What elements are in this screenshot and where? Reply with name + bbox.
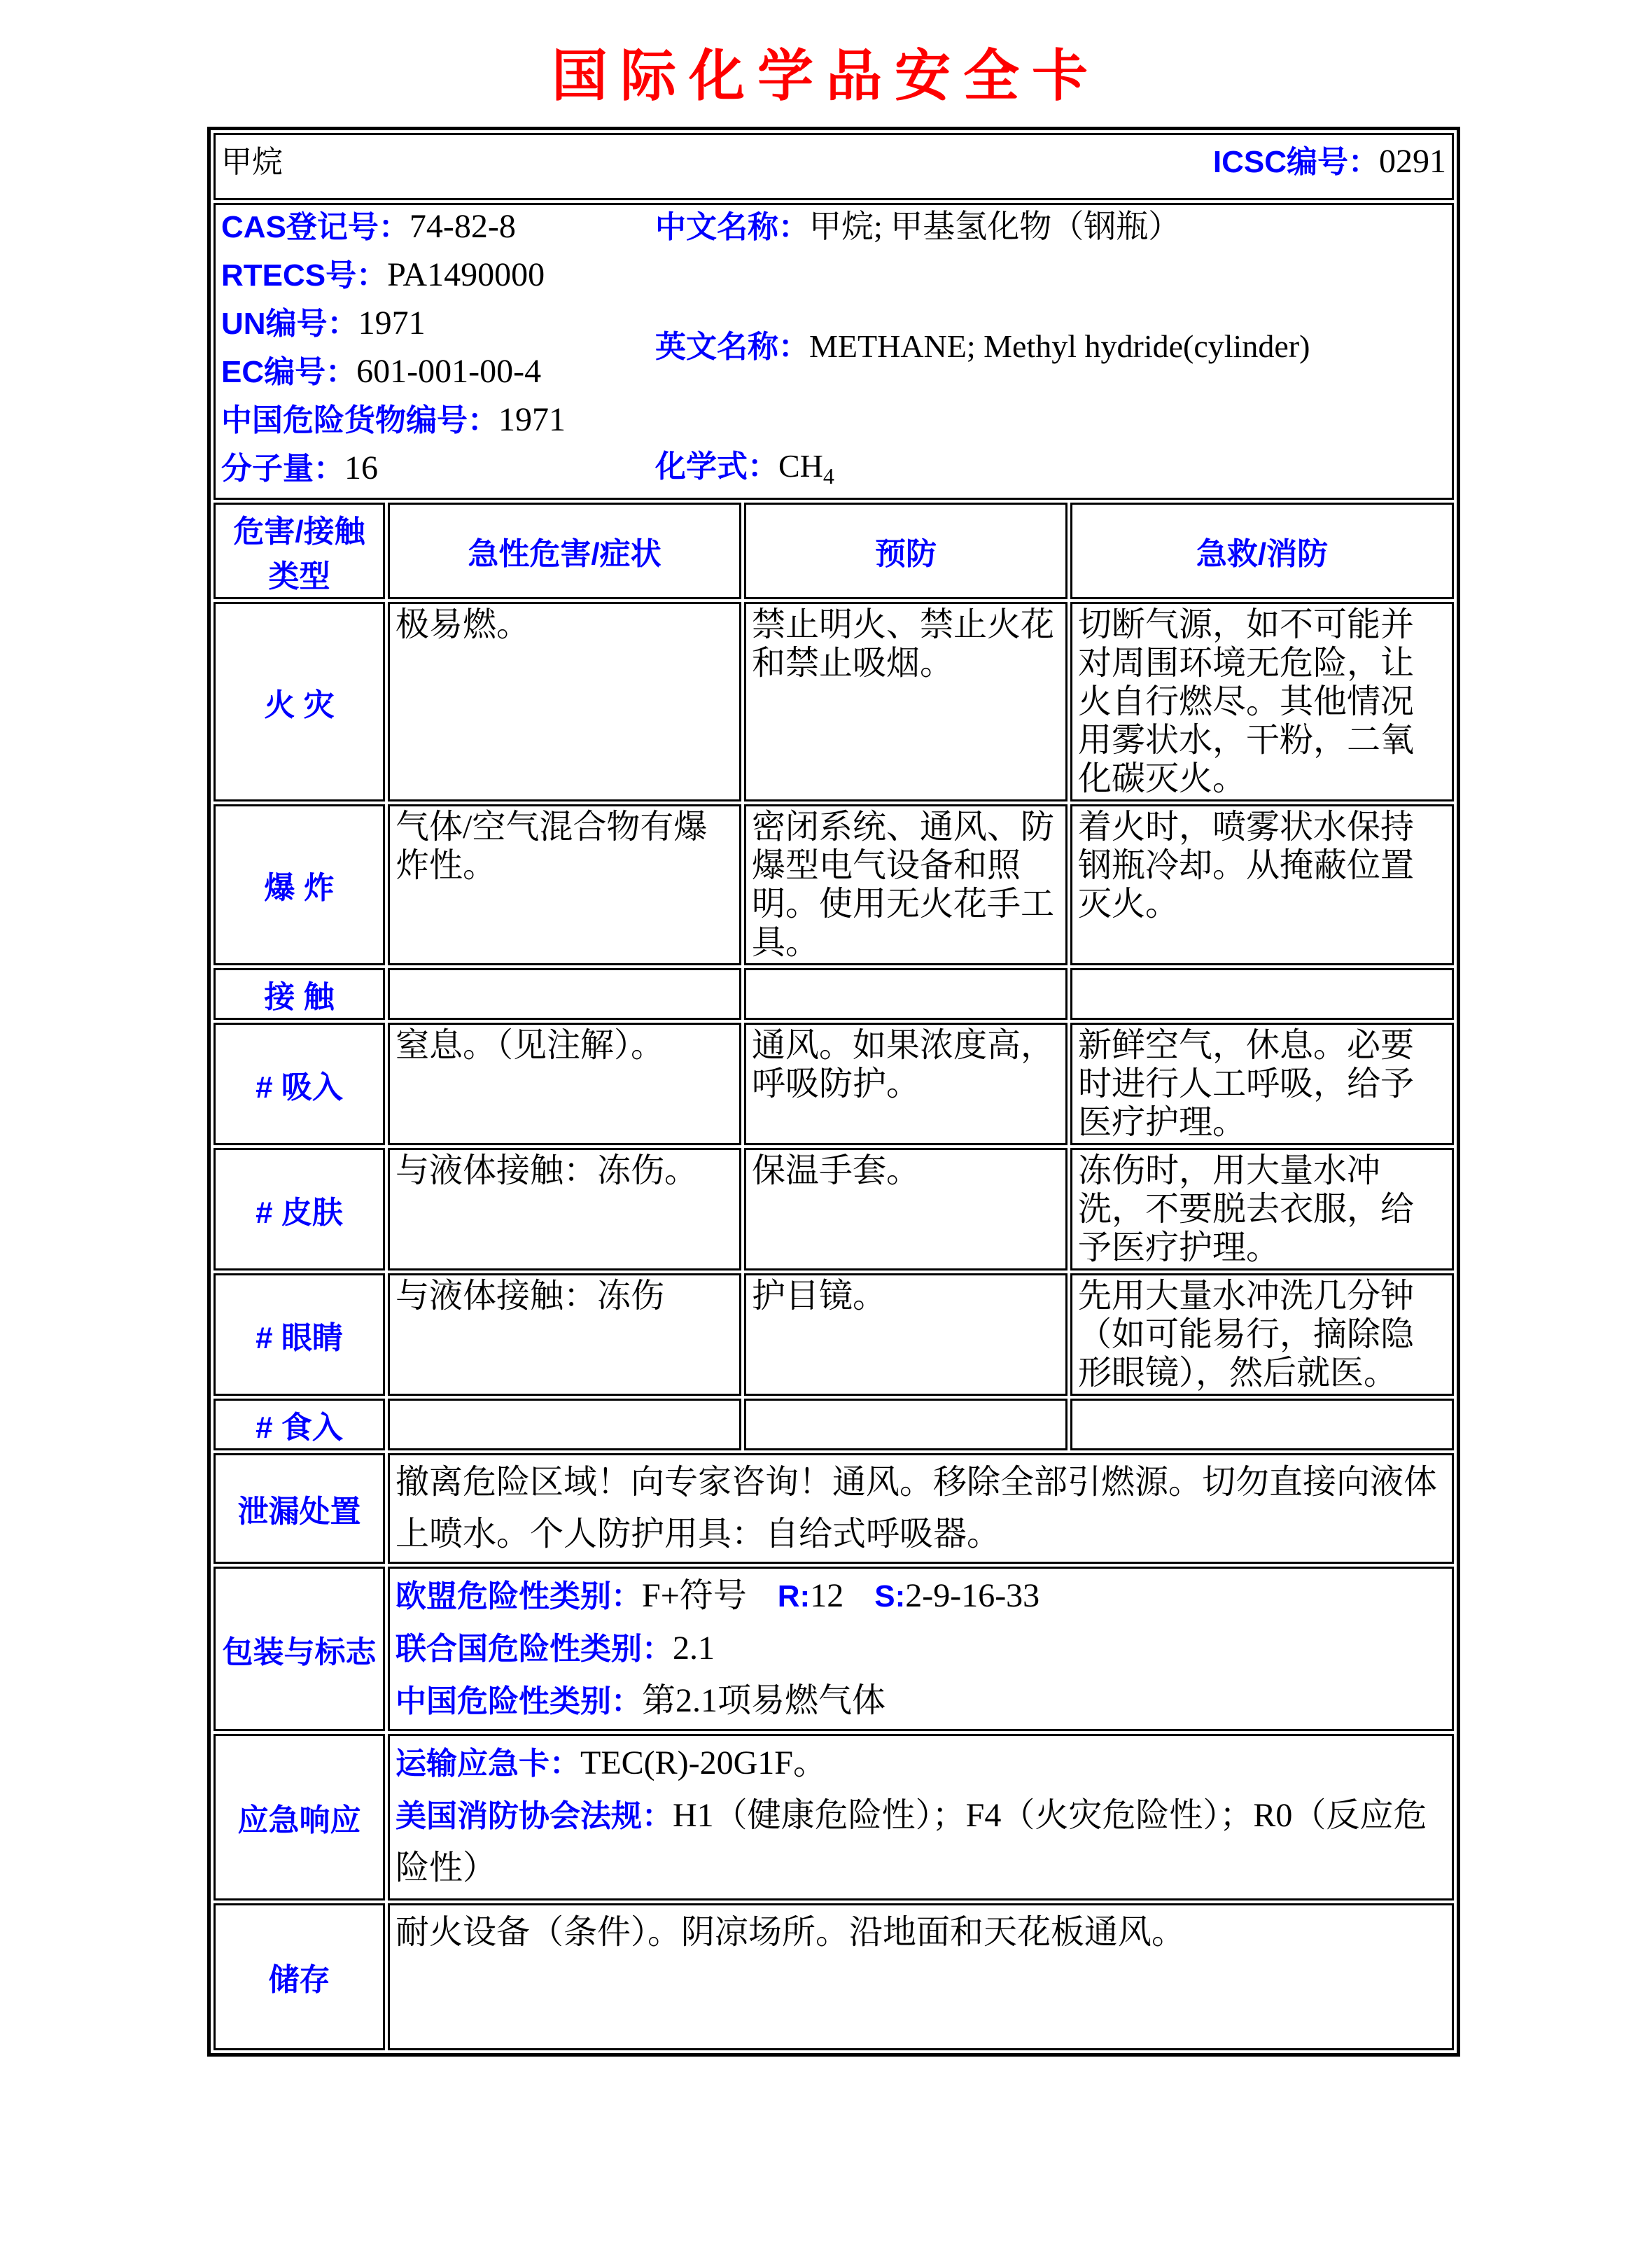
- hazard-response-cell: [1070, 1399, 1454, 1450]
- hazard-type-cell: [214, 1023, 385, 1145]
- hazard-header-row: [214, 503, 1454, 599]
- id-line: [221, 303, 655, 351]
- hazard-type-label: # 吸入: [255, 1070, 343, 1105]
- field-label: R:: [746, 1579, 811, 1614]
- hazard-prevention-cell: 密闭系统、通风、防爆型电气设备和照明。使用无火花手工具。: [744, 804, 1068, 965]
- section-label: 储存: [268, 1963, 330, 1997]
- hazard-table-row: [214, 1023, 1454, 1145]
- field-value: 甲烷; 甲基氢化物（钢瓶）: [809, 209, 1181, 244]
- hazard-table-row: [214, 1399, 1454, 1450]
- field-value: 601-001-00-4: [356, 353, 542, 390]
- section-label-cell: [214, 1734, 385, 1900]
- section-label: 应急响应: [237, 1803, 361, 1837]
- field-label: 欧盟危险性类别：: [396, 1579, 642, 1614]
- hazard-table-row: [214, 968, 1454, 1020]
- field-label: 美国消防协会法规：: [396, 1799, 673, 1833]
- hazard-header-type: 危害/接触 类型: [214, 503, 385, 599]
- hazard-type-label: # 眼睛: [255, 1320, 343, 1355]
- hazard-header-prevention: 预防: [744, 503, 1068, 599]
- section-line: [396, 1623, 1446, 1675]
- field-label: UN编号：: [221, 307, 358, 341]
- field-value: 撤离危险区域！向专家咨询！通风。移除全部引燃源。切勿直接向液体上喷水。个人防护用具：自给式呼吸器。: [396, 1464, 1438, 1553]
- section-line: [396, 1675, 1446, 1728]
- field-label: 中国危险货物编号：: [221, 403, 498, 438]
- identification-right: [655, 206, 1446, 496]
- section-row: [214, 1453, 1454, 1564]
- section-line: [396, 1790, 1446, 1894]
- hazard-table-row: [214, 804, 1454, 965]
- section-label: 泄漏处置: [237, 1494, 361, 1529]
- hazard-table-row: [214, 602, 1454, 802]
- hazard-response-cell: 新鲜空气，休息。必要时进行人工呼吸，给予医疗护理。: [1070, 1023, 1454, 1145]
- field-value: 16: [344, 449, 378, 486]
- icsc-number-value: 0291: [1379, 143, 1446, 180]
- hazard-type-label: # 食入: [255, 1410, 343, 1445]
- hazard-symptoms-cell: 窒息。（见注解）。: [388, 1023, 741, 1145]
- id-line: [221, 400, 655, 448]
- field-label: 分子量：: [221, 451, 344, 486]
- section-row: [214, 1734, 1454, 1900]
- hazard-symptoms-cell: 极易燃。: [388, 602, 741, 802]
- substance-name: 甲烷: [221, 145, 283, 179]
- section-line: [396, 1907, 1446, 1959]
- section-label-cell: [214, 1903, 385, 2050]
- hazard-type-label: # 皮肤: [255, 1195, 343, 1230]
- hazard-type-label: 火 灾: [264, 687, 335, 722]
- field-value: 74-82-8: [409, 208, 516, 245]
- field-value: METHANE; Methyl hydride(cylinder): [809, 328, 1310, 364]
- field-value: F+符号: [642, 1577, 747, 1614]
- section-content-cell: [388, 1453, 1454, 1564]
- hazard-prevention-cell: [744, 968, 1068, 1020]
- field-value: H1（健康危险性）；F4（火灾危险性）；R0（反应危险性）: [396, 1797, 1427, 1886]
- field-label: 运输应急卡：: [396, 1746, 580, 1781]
- field-label: 中文名称：: [655, 210, 809, 244]
- icsc-number-label: ICSC编号：: [1212, 145, 1379, 179]
- identification-left: [221, 206, 655, 496]
- substance-header-row: [214, 133, 1454, 200]
- field-value: $CH_4$: [778, 447, 834, 489]
- id-line: [221, 448, 655, 496]
- field-value: 2-9-16-33: [905, 1577, 1040, 1614]
- section-label-cell: [214, 1567, 385, 1731]
- identification-cell: [214, 203, 1454, 500]
- section-row: [214, 1567, 1454, 1731]
- hazard-prevention-cell: 保温手套。: [744, 1148, 1068, 1270]
- hazard-header-response: 急救/消防: [1070, 503, 1454, 599]
- field-label: 中国危险性类别：: [396, 1684, 642, 1718]
- page-title: 国际化学品安全卡: [552, 45, 1100, 107]
- hazard-prevention-cell: [744, 1399, 1068, 1450]
- field-value: 1971: [358, 304, 426, 342]
- section-content-cell: [388, 1903, 1454, 2050]
- section-line: [396, 1570, 1446, 1623]
- hazard-prevention-cell: 护目镜。: [744, 1273, 1068, 1396]
- field-value: 2.1: [673, 1630, 715, 1667]
- hazard-response-cell: 着火时，喷雾状水保持钢瓶冷却。从掩蔽位置灭火。: [1070, 804, 1454, 965]
- hazard-prevention-cell: 通风。如果浓度高，呼吸防护。: [744, 1023, 1068, 1145]
- hazard-response-cell: [1070, 968, 1454, 1020]
- field-label: 联合国危险性类别：: [396, 1632, 673, 1666]
- section-line: [396, 1737, 1446, 1790]
- hazard-response-cell: 先用大量水冲洗几分钟（如可能易行，摘除隐形眼镜），然后就医。: [1070, 1273, 1454, 1396]
- section-content-cell: [388, 1734, 1454, 1900]
- field-value: 1971: [498, 401, 566, 438]
- substance-header-cell: [214, 133, 1454, 200]
- field-value: PA1490000: [387, 256, 545, 293]
- hazard-prevention-cell: 禁止明火、禁止火花和禁止吸烟。: [744, 602, 1068, 802]
- field-value: 耐火设备（条件）。阴凉场所。沿地面和天花板通风。: [396, 1914, 1186, 1951]
- field-label: 英文名称：: [655, 329, 809, 364]
- hazard-type-label: 爆 炸: [264, 871, 335, 905]
- hazard-type-cell: [214, 1399, 385, 1450]
- field-label: S:: [844, 1579, 906, 1614]
- hazard-type-cell: [214, 1273, 385, 1396]
- section-label-cell: [214, 1453, 385, 1564]
- section-line: [396, 1457, 1446, 1560]
- id-line: [221, 351, 655, 400]
- hazard-type-cell: [214, 968, 385, 1020]
- section-row: [214, 1903, 1454, 2050]
- field-label: 化学式：: [655, 449, 778, 484]
- hazard-symptoms-cell: 气体/空气混合物有爆炸性。: [388, 804, 741, 965]
- hazard-type-cell: [214, 804, 385, 965]
- hazard-type-cell: [214, 1148, 385, 1270]
- id-line: [221, 255, 655, 303]
- hazard-response-cell: 切断气源，如不可能并对周围环境无危险，让火自行燃尽。其他情况用雾状水，干粉，二氧化碳灭火。: [1070, 602, 1454, 802]
- icsc-card-table: [207, 127, 1460, 2057]
- id-line: [221, 206, 655, 255]
- field-label: CAS登记号：: [221, 210, 410, 244]
- hazard-type-cell: [214, 602, 385, 802]
- hazard-symptoms-cell: 与液体接触：冻伤。: [388, 1148, 741, 1270]
- hazard-symptoms-cell: [388, 968, 741, 1020]
- field-value: 第2.1项易燃气体: [642, 1682, 886, 1719]
- hazard-type-label: 接 触: [264, 980, 335, 1014]
- hazard-symptoms-cell: [388, 1399, 741, 1450]
- section-content-cell: [388, 1567, 1454, 1731]
- chem-formula-subscript: 4: [822, 463, 834, 489]
- identification-row: [214, 203, 1454, 500]
- hazard-table-row: [214, 1148, 1454, 1270]
- hazard-header-symptoms: 急性危害/症状: [388, 503, 741, 599]
- hazard-symptoms-cell: 与液体接触：冻伤: [388, 1273, 741, 1396]
- id-line: [655, 446, 1446, 496]
- hazard-table-row: [214, 1273, 1454, 1396]
- hazard-response-cell: 冻伤时，用大量水冲洗，不要脱去衣服，给予医疗护理。: [1070, 1148, 1454, 1270]
- id-line: [655, 326, 1446, 374]
- field-value: TEC(R)-20G1F。: [580, 1744, 827, 1782]
- id-line: [655, 206, 1446, 255]
- field-value: 12: [810, 1577, 844, 1614]
- section-label: 包装与标志: [222, 1634, 377, 1670]
- field-label: RTECS号：: [221, 258, 388, 293]
- field-label: EC编号：: [221, 355, 357, 389]
